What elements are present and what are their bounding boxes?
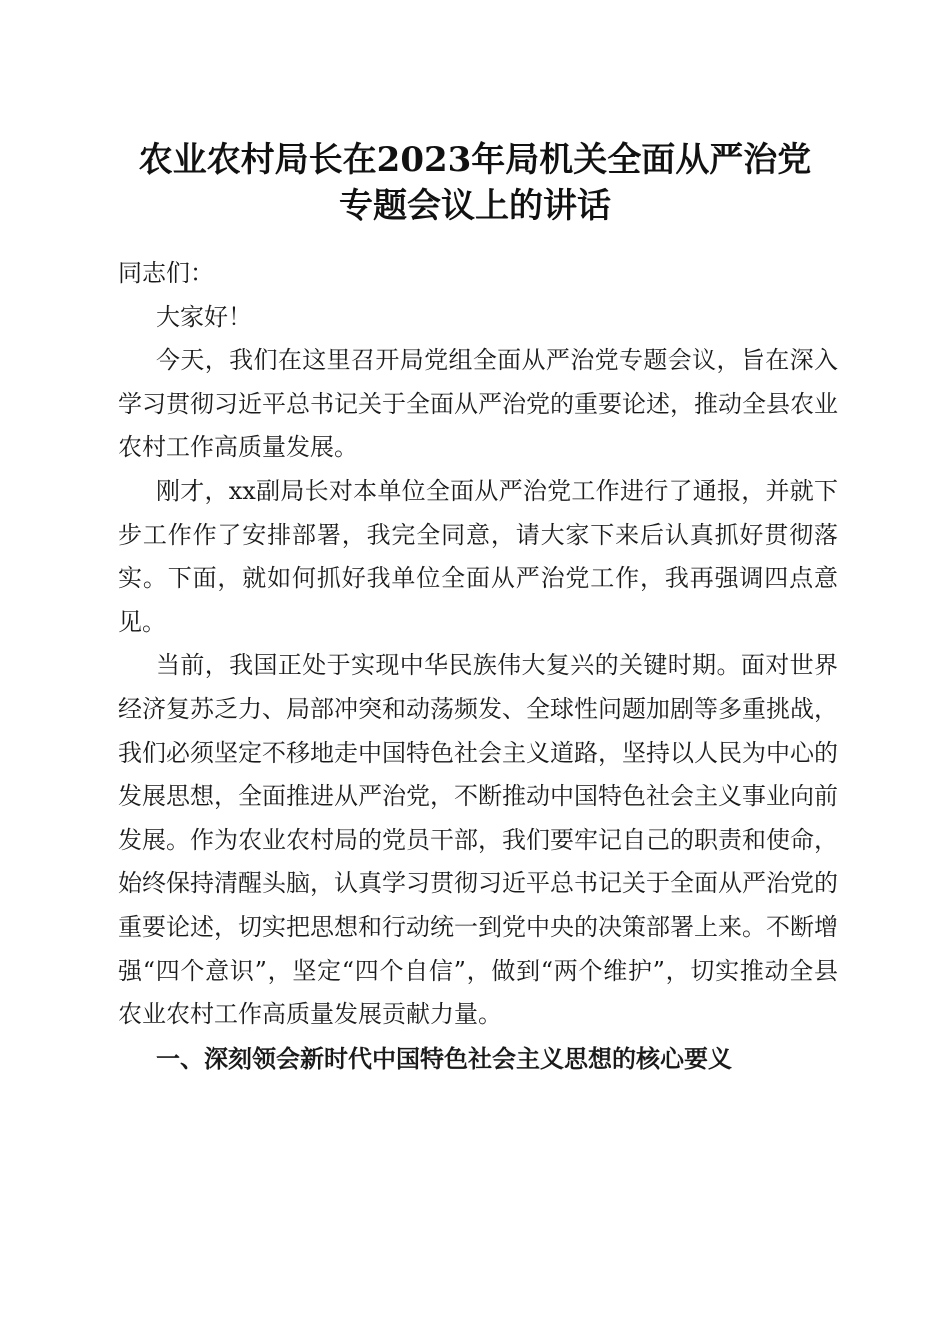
paragraph-1: 今天，我们在这里召开局党组全面从严治党专题会议，旨在深入学习贯彻习近平总书记关于全面从严治党的重要论述，推动全县农业农村工作高质量发展。 [118,346,838,462]
paragraph-2: 刚才，xx副局长对本单位全面从严治党工作进行了通报，并就下步工作作了安排部署，我完全同意，请大家下来后认真抓好贯彻落实。下面，就如何抓好我单位全面从严治党工作，我再强调四点意见。 [118,476,838,636]
greeting: 大家好！ [156,302,252,331]
salutation: 同志们： [118,259,214,287]
document-title-line-1: 农业农村局长在2023年局机关全面从严治党 [138,140,812,180]
document-title-line-2: 专题会议上的讲话 [339,186,611,226]
paragraph-3: 当前，我国正处于实现中华民族伟大复兴的关键时期。面对世界经济复苏乏力、局部冲突和动荡频发、全球性问题加剧等多重挑战，我们必须坚定不移地走中国特色社会主义道路，坚持以人民为中心的发展思想，全面推进从严治党，不断推动中国特色社会主义事业向前发展。作为农业农村局的党员干部，我们要牢记自己的职责和使命，始终保持清醒头脑，认真学习贯彻习近平总书记关于全面从严治党的重要论述，切实把思想和行动统一到党中央的决策部署上来。不断增强“四个意识”，坚定“四个自信”，做到“两个维护”，切实推动全县农业农村工作高质量发展贡献力量。 [118,651,838,1029]
document-body [118,252,838,1080]
section-heading: 一、深刻领会新时代中国特色社会主义思想的核心要义 [156,1043,732,1073]
